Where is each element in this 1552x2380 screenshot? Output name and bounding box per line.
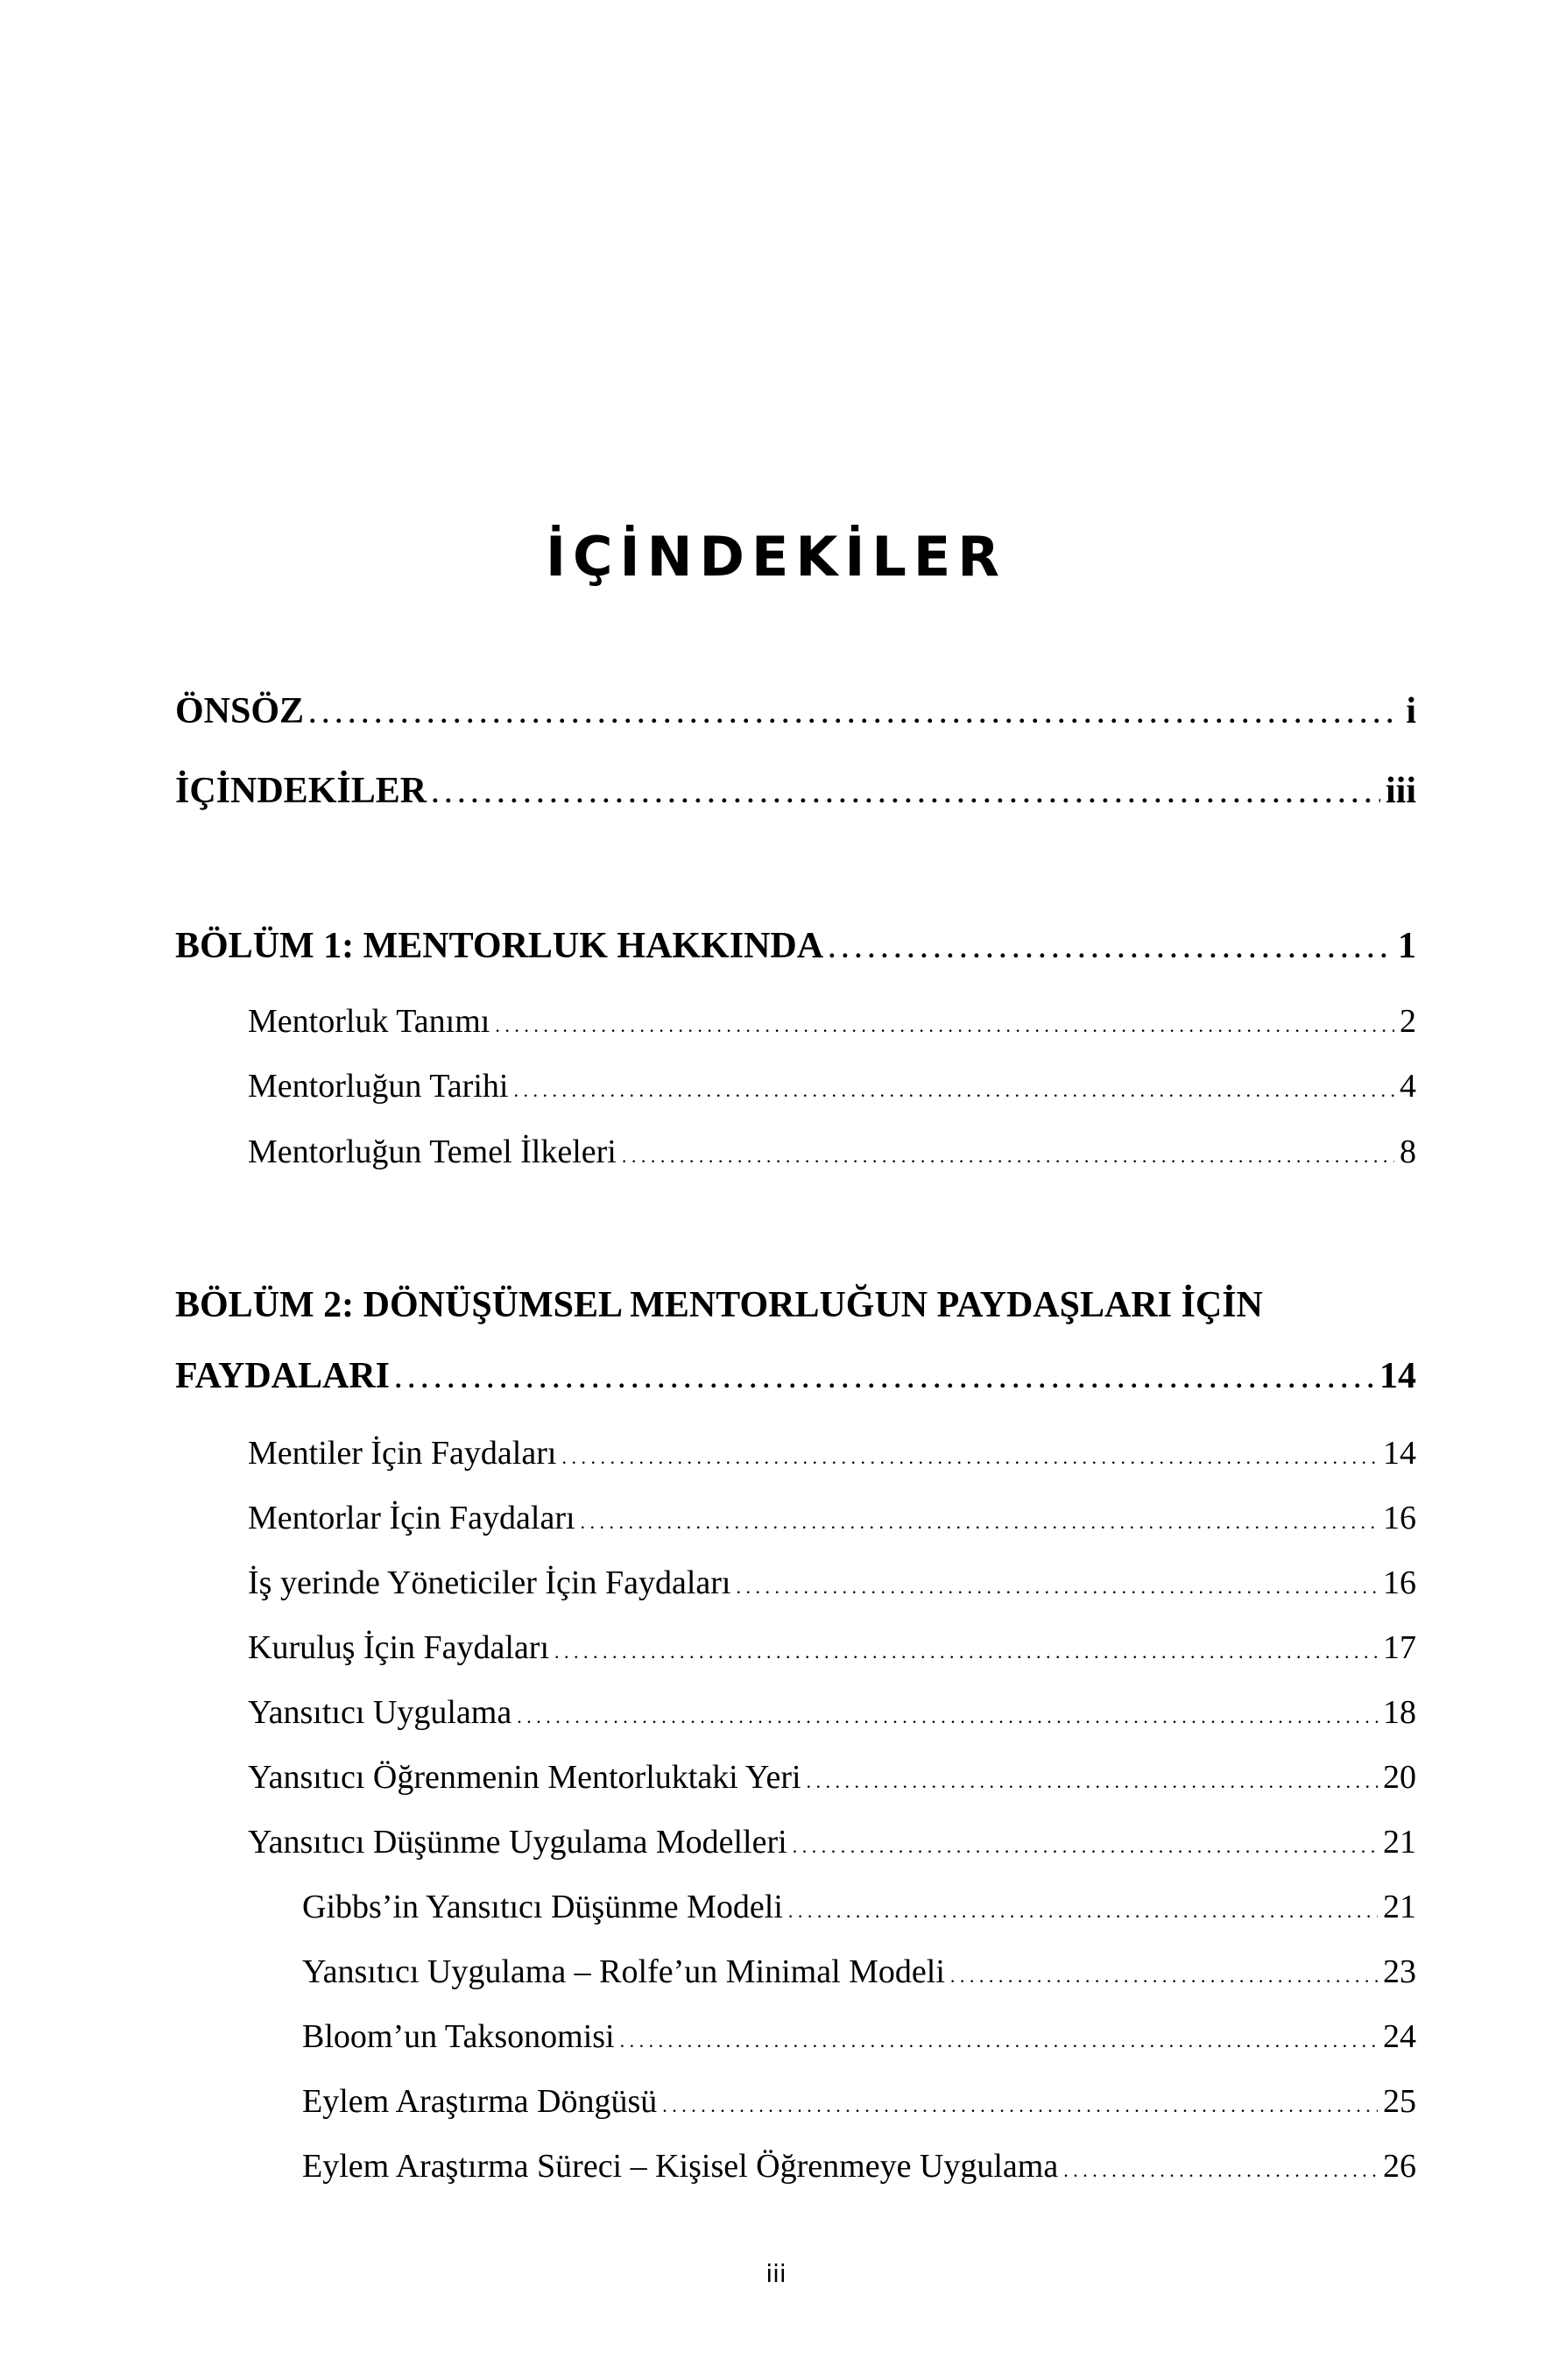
toc-entry-label: Yansıtıcı Öğrenmenin Mentorluktaki Yeri	[248, 1759, 801, 1796]
toc-section[interactable]	[248, 1755, 1416, 1804]
toc-entry-label: Kuruluş İçin Faydaları	[248, 1629, 550, 1666]
toc-entry-label: İş yerinde Yöneticiler İçin Faydaları	[248, 1564, 731, 1601]
dot-leader	[793, 1824, 1378, 1869]
toc-entry-onsoz[interactable]	[175, 687, 1416, 739]
toc-subsection[interactable]	[302, 2014, 1416, 2064]
toc-section[interactable]	[248, 1819, 1416, 1869]
toc-entry-label: Mentorluğun Temel İlkeleri	[248, 1134, 617, 1170]
dot-leader	[395, 1355, 1374, 1404]
dot-leader	[950, 1953, 1378, 1999]
toc-entry-page: 21	[1383, 1889, 1416, 1925]
toc-entry-label: Yansıtıcı Düşünme Uygulama Modelleri	[248, 1824, 787, 1861]
toc-section[interactable]	[248, 1063, 1416, 1113]
dot-leader	[788, 1889, 1378, 1934]
toc-entry-page: 16	[1383, 1564, 1416, 1601]
toc-entry-page: 2	[1400, 1003, 1416, 1040]
toc-section[interactable]	[248, 1625, 1416, 1675]
toc-entry-page: 8	[1400, 1134, 1416, 1170]
toc-section[interactable]	[248, 1129, 1416, 1179]
toc-entry-page: 18	[1383, 1694, 1416, 1731]
toc-section[interactable]	[248, 1690, 1416, 1740]
dot-leader	[1063, 2148, 1378, 2193]
toc-entry-label: Bloom’un Taksonomisi	[302, 2018, 615, 2055]
toc-chapter-2-title-line1[interactable]: BÖLÜM 2: DÖNÜŞÜMSEL MENTORLUĞUN PAYDAŞLARI İÇİN	[175, 1285, 1263, 1325]
dot-leader	[432, 770, 1380, 819]
toc-section[interactable]	[248, 1430, 1416, 1480]
toc-entry-label: Yansıtıcı Uygulama – Rolfe’un Minimal Modeli	[302, 1953, 945, 1990]
toc-entry-page: i	[1406, 691, 1416, 731]
dot-leader	[807, 1759, 1378, 1804]
toc-entry-label: Mentiler İçin Faydaları	[248, 1435, 557, 1472]
toc-entry-page: 16	[1383, 1500, 1416, 1536]
toc-entry-page: 24	[1383, 2018, 1416, 2055]
toc-entry-page: 4	[1400, 1068, 1416, 1105]
dot-leader	[736, 1564, 1378, 1610]
toc-entry-label: Mentorlar İçin Faydaları	[248, 1500, 575, 1536]
dot-leader	[561, 1435, 1378, 1480]
toc-entry-page: 23	[1383, 1953, 1416, 1990]
toc-entry-icindekiler[interactable]	[175, 766, 1416, 819]
toc-section[interactable]	[248, 1560, 1416, 1610]
toc-entry-page: 20	[1383, 1759, 1416, 1796]
dot-leader	[309, 690, 1400, 739]
dot-leader	[513, 1068, 1394, 1113]
toc-entry-page: 26	[1383, 2148, 1416, 2185]
toc-chapter-2[interactable]	[175, 1352, 1416, 1404]
toc-entry-page: 17	[1383, 1629, 1416, 1666]
toc-entry-page: 14	[1379, 1356, 1416, 1396]
toc-subsection[interactable]	[302, 1884, 1416, 1934]
toc-section[interactable]	[248, 999, 1416, 1049]
toc-entry-label: Yansıtıcı Uygulama	[248, 1694, 512, 1731]
dot-leader	[662, 2083, 1378, 2129]
toc-subsection[interactable]	[302, 2079, 1416, 2129]
dot-leader	[517, 1694, 1378, 1740]
toc-entry-page: iii	[1385, 771, 1416, 811]
toc-entry-label: Eylem Araştırma Döngüsü	[302, 2083, 658, 2120]
toc-entry-label: Eylem Araştırma Süreci – Kişisel Öğrenmeye Uygulama	[302, 2148, 1059, 2185]
toc-chapter-1[interactable]	[175, 922, 1416, 974]
toc-entry-label: FAYDALARI	[175, 1356, 391, 1396]
dot-leader	[495, 1003, 1394, 1049]
toc-entry-label: Mentorluğun Tarihi	[248, 1068, 509, 1105]
toc-entry-page: 14	[1383, 1435, 1416, 1472]
toc-subsection[interactable]	[302, 1949, 1416, 1999]
page-number: iii	[765, 2259, 787, 2288]
dot-leader	[620, 2018, 1378, 2064]
page-title: İÇİNDEKİLER	[545, 525, 1007, 589]
dot-leader	[829, 925, 1393, 974]
toc-entry-page: 21	[1383, 1824, 1416, 1861]
toc-entry-label: İÇİNDEKİLER	[175, 771, 427, 811]
toc-subsection[interactable]	[302, 2143, 1416, 2193]
dot-leader	[554, 1629, 1378, 1675]
toc-entry-label: ÖNSÖZ	[175, 691, 305, 731]
toc-entry-label: BÖLÜM 1: MENTORLUK HAKKINDA	[175, 926, 824, 966]
toc-section[interactable]	[248, 1495, 1416, 1545]
toc-entry-page: 1	[1398, 926, 1416, 966]
toc-entry-label: Mentorluk Tanımı	[248, 1003, 490, 1040]
toc-entry-page: 25	[1383, 2083, 1416, 2120]
toc-entry-label: Gibbs’in Yansıtıcı Düşünme Modeli	[302, 1889, 783, 1925]
dot-leader	[622, 1134, 1394, 1179]
dot-leader	[581, 1500, 1378, 1545]
